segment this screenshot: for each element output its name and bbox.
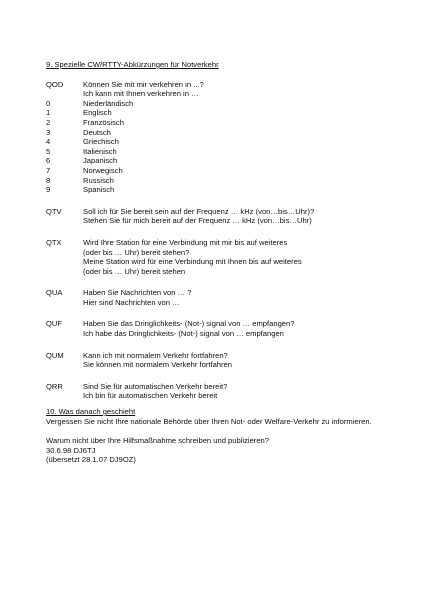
language-name: Englisch [83, 108, 112, 118]
language-row [46, 137, 386, 147]
language-name: Französisch [83, 117, 124, 127]
q-code-entry [46, 351, 386, 370]
language-row [46, 185, 386, 195]
language-number: 7 [46, 165, 51, 175]
language-number: 4 [46, 137, 51, 147]
language-number: 8 [46, 175, 51, 185]
q-code: QOD [46, 79, 64, 89]
entry-line: Sind Sie für automatischen Verkehr bereit? [83, 381, 228, 391]
q-code: QTX [46, 237, 62, 247]
q-code-list [46, 195, 386, 401]
language-row [46, 176, 386, 186]
entry-line: Sie können mit normalem Verkehr fortfahren [83, 360, 232, 370]
q-code-entry [46, 207, 386, 226]
entry-line: Ich habe das Dringlichkeits- (Not-) signal von … empfangen [83, 329, 284, 339]
entry-line: Haben Sie das Dringlichkeits- (Not-) signal von … empfangen? [83, 319, 295, 329]
entry-line: (oder bis … Uhr) bereit stehen? [83, 247, 190, 257]
language-number: 3 [46, 127, 51, 137]
language-name: Norwegisch [83, 165, 123, 175]
qod-entry [46, 80, 386, 99]
q-code: QUA [46, 288, 63, 298]
q-code-entry [46, 382, 386, 401]
paragraph-publish: Warum nicht über Ihre Hilfsmaßnahme schreiben und publizieren? [46, 436, 269, 446]
language-name: Japanisch [83, 156, 118, 166]
q-code-entry [46, 238, 386, 276]
paragraph-notify: Vergessen Sie nicht Ihre nationale Behörde über Ihren Not- oder Welfare-Verkehr zu informieren. [46, 416, 372, 426]
q-code: QTV [46, 206, 62, 216]
language-row [46, 166, 386, 176]
language-name: Niederländisch [83, 98, 134, 108]
entry-line: (oder bis … Uhr) bereit stehen [83, 266, 186, 276]
language-number: 6 [46, 156, 51, 166]
language-name: Russisch [83, 175, 114, 185]
language-number: 0 [46, 98, 51, 108]
language-row [46, 118, 386, 128]
q-code: QUM [46, 350, 64, 360]
language-number: 9 [46, 185, 51, 195]
translation-note: (übersetzt 28.1.07 DJ9OZ) [46, 455, 136, 465]
signature-date: 30.6.98 DJ6TJ [46, 445, 96, 455]
entry-line: Hier sind Nachrichten von … [83, 297, 180, 307]
language-name: Deutsch [83, 127, 111, 137]
language-name: Griechisch [83, 137, 119, 147]
document-page [46, 60, 386, 465]
entry-line: Soll ich für Sie bereit sein auf der Frequenz … kHz (von…bis…Uhr)? [83, 206, 315, 216]
language-number: 2 [46, 117, 51, 127]
entry-line: Haben Sie Nachrichten von … ? [83, 288, 192, 298]
language-name: Spanisch [83, 185, 115, 195]
entry-line: Ich bin für automatischen Verkehr bereit [83, 391, 218, 401]
language-row [46, 99, 386, 109]
language-number: 1 [46, 108, 51, 118]
language-row [46, 156, 386, 166]
question-line: Können Sie mit mir verkehren in ...? [83, 79, 204, 89]
q-code: QUF [46, 319, 63, 329]
entry-line: Meine Station wird für eine Verbindung mit Ihnen bis auf weiteres [83, 257, 302, 267]
language-list [46, 99, 386, 195]
section-10-heading: 10. Was danach geschieht [46, 407, 136, 417]
language-name: Italienisch [83, 146, 117, 156]
entry-line: Wird Ihre Station für eine Verbindung mit mir bis auf weiteres [83, 237, 288, 247]
answer-line: Ich kann mit Ihnen verkehren in … [83, 89, 199, 99]
language-number: 5 [46, 146, 51, 156]
q-code-entry [46, 288, 386, 307]
q-code-entry [46, 319, 386, 338]
language-row [46, 128, 386, 138]
section-9-heading: 9. Spezielle CW/RTTY-Abkürzungen für Notverkehr [46, 60, 219, 69]
language-row [46, 147, 386, 157]
entry-line: Stehen Sie für mich bereit auf der Frequenz … kHz (von…bis…Uhr) [83, 216, 312, 226]
q-code: QRR [46, 381, 63, 391]
entry-line: Kann ich mit normalem Verkehr fortfahren? [83, 350, 228, 360]
language-row [46, 108, 386, 118]
